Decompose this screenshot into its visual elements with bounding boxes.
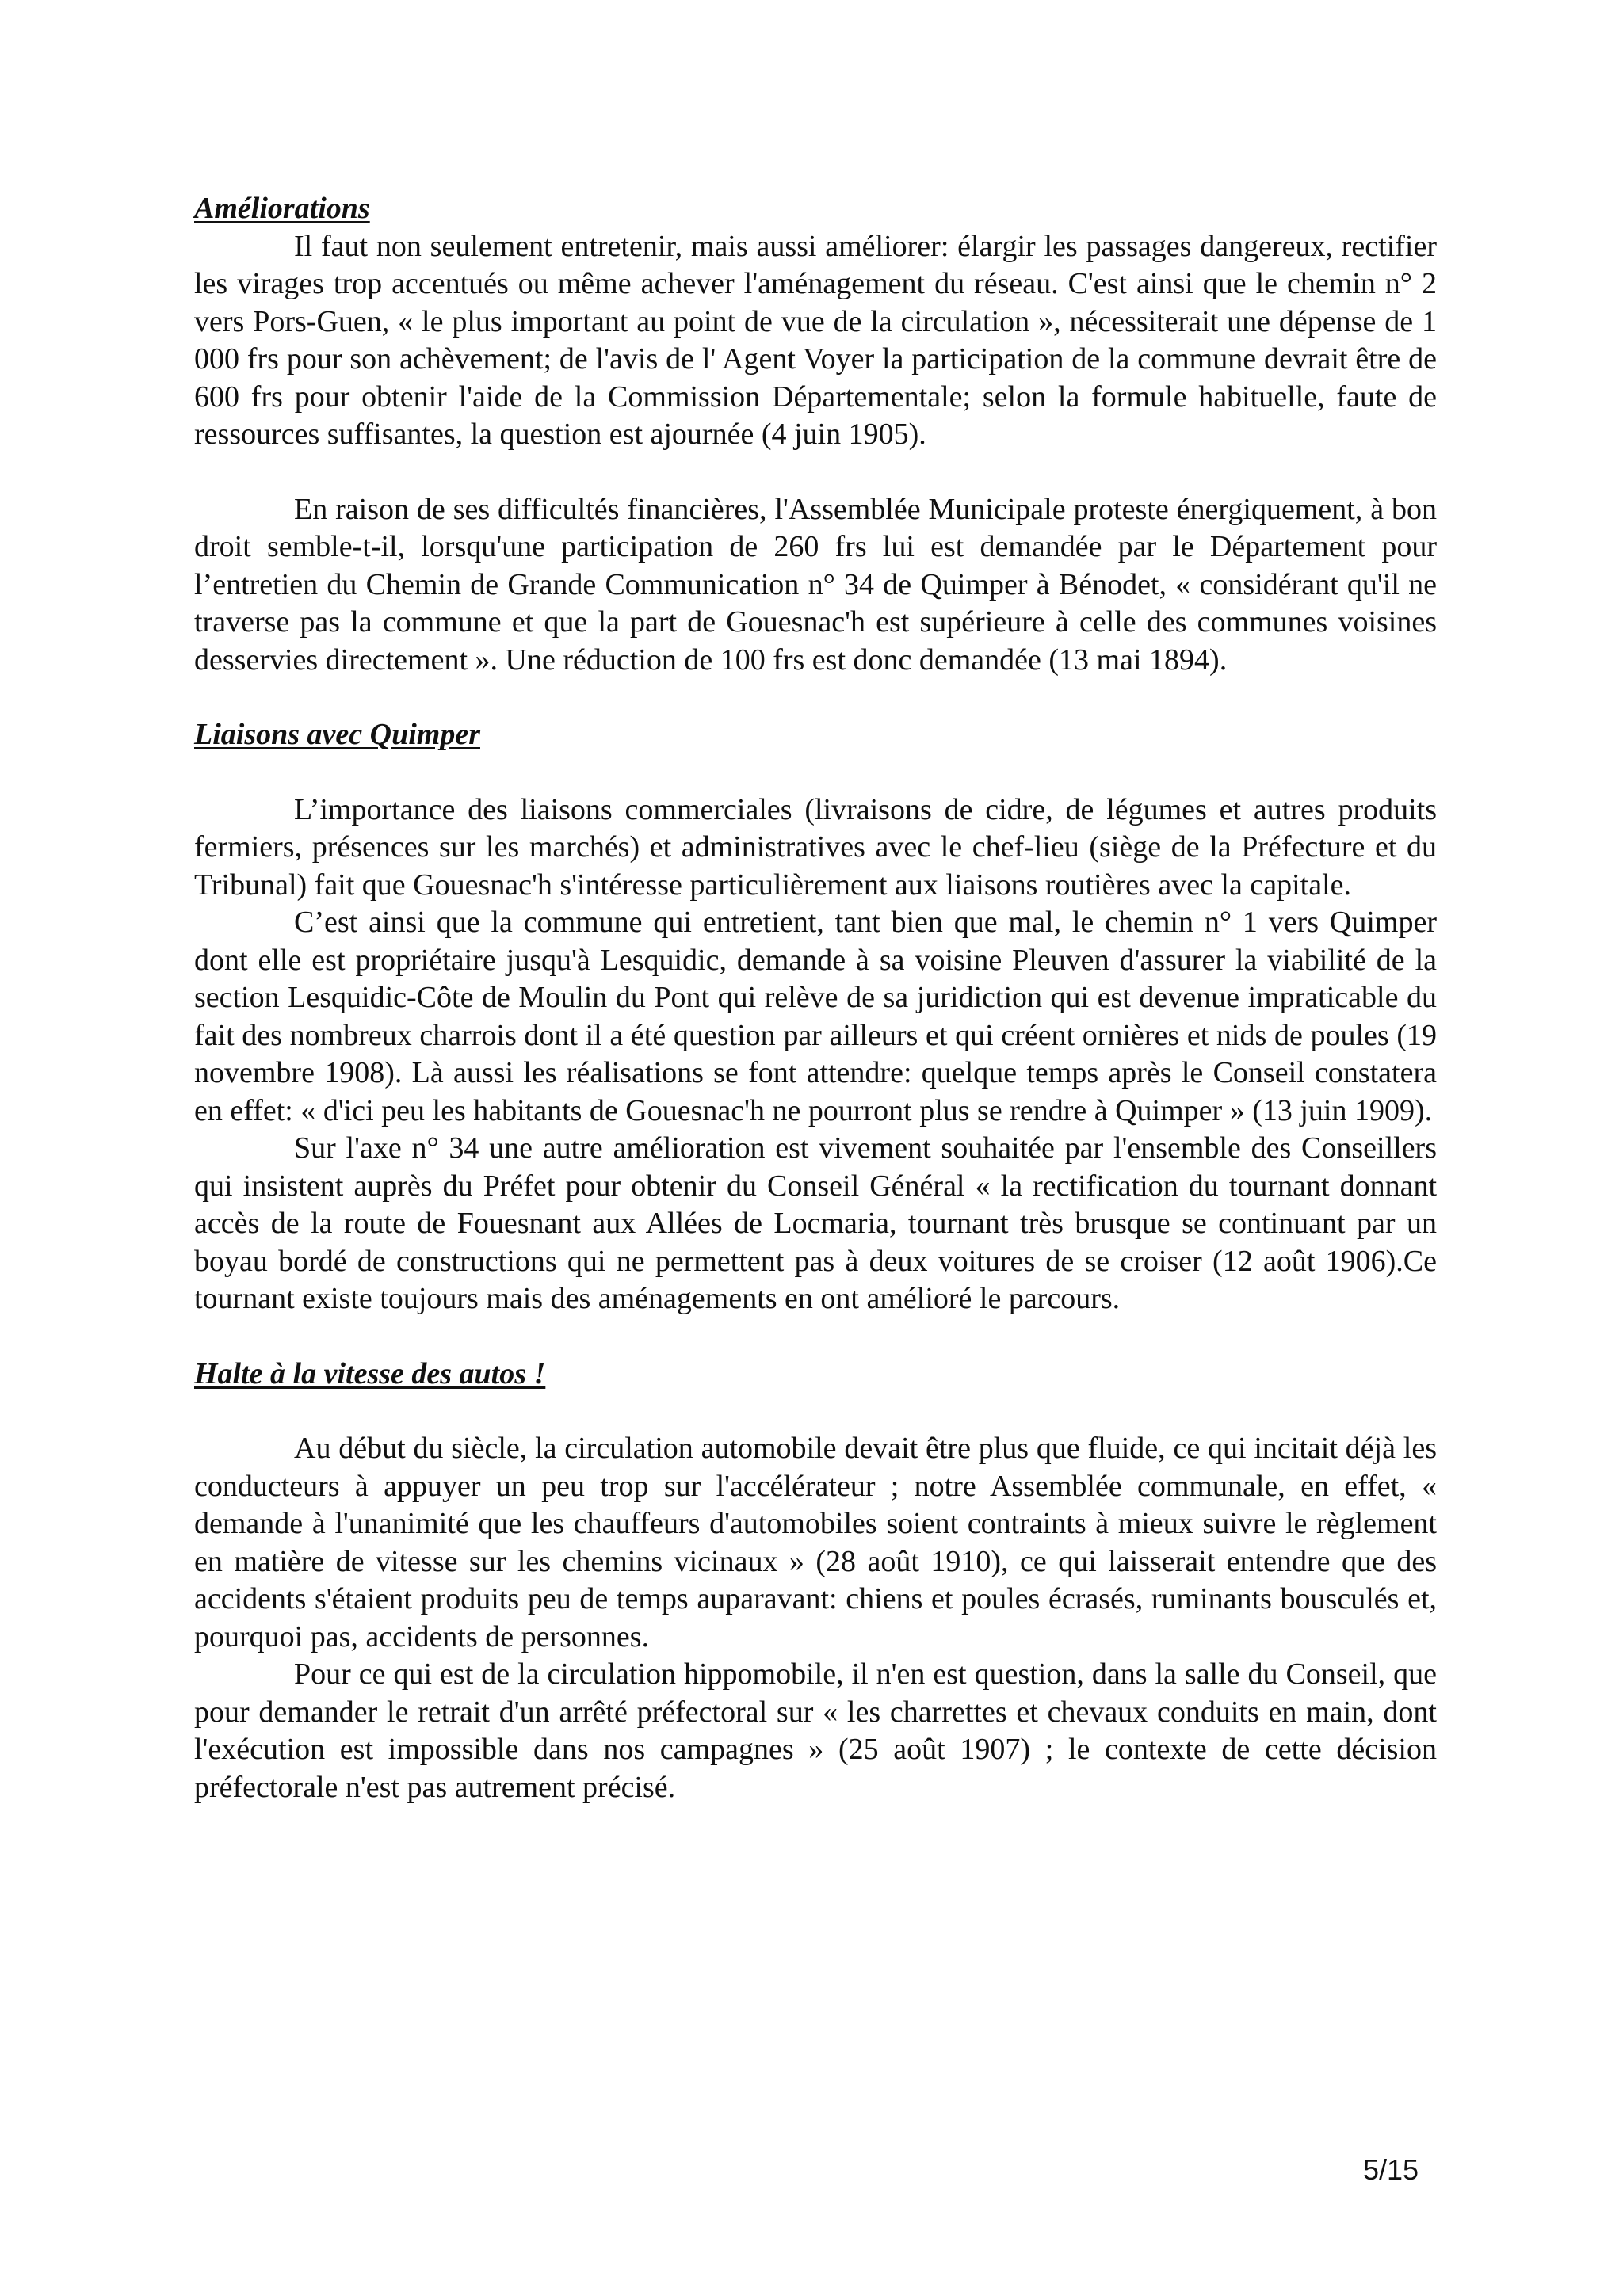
- section-heading-liaisons: Liaisons avec Quimper: [194, 718, 480, 751]
- paragraph: Il faut non seulement entretenir, mais aussi améliorer: élargir les passages dangereux, rectifier les virages trop accentués ou même achever l'aménagement du réseau. C'est ainsi que le chemin n° 2 vers Pors-Guen, « le plus important au point de vue de la circulation », nécessiterait une dépense de 1 000 frs pour son achèvement; de l'avis de l' Agent Voyer la participation de la commune devrait être de 600 frs pour obtenir l'aide de la Commission Départementale; selon la formule habituelle, faute de ressources suffisantes, la question est ajournée (4 juin 1905).: [194, 229, 1437, 451]
- paragraph: Pour ce qui est de la circulation hippomobile, il n'en est question, dans la salle du Conseil, que pour demander le retrait d'un arrêté préfectoral sur « les charrettes et chevaux conduits en main, dont l'exécution est impossible dans nos campagnes » (25 août 1907) ; le contexte de cette décision préfectorale n'est pas autrement précisé.: [194, 1657, 1437, 1804]
- document-body: [194, 190, 1437, 1806]
- paragraph: Sur l'axe n° 34 une autre amélioration est vivement souhaitée par l'ensemble des Conseillers qui insistent auprès du Préfet pour obtenir du Conseil Général « la rectification du tournant donnant accès de la route de Fouesnant aux Allées de Locmaria, tournant très brusque se continuant par un boyau bordé de constructions qui ne permettent pas à deux voitures de se croiser (12 août 1906).Ce tournant existe toujours mais des aménagements en ont amélioré le parcours.: [194, 1131, 1437, 1315]
- paragraph: L’importance des liaisons commerciales (livraisons de cidre, de légumes et autres produits fermiers, présences sur les marchés) et administratives avec le chef-lieu (siège de la Préfecture et du Tribunal) fait que Gouesnac'h s'intéresse particulièrement aux liaisons routières avec la capitale.: [194, 792, 1437, 902]
- paragraph: En raison de ses difficultés financières, l'Assemblée Municipale proteste énergiquement, à bon droit semble-t-il, lorsqu'une participation de 260 frs lui est demandée par le Département pour l’entretien du Chemin de Grande Communication n° 34 de Quimper à Bénodet, « considérant qu'il ne traverse pas la commune et que la part de Gouesnac'h est supérieure à celle des communes voisines desservies directement ». Une réduction de 100 frs est donc demandée (13 mai 1894).: [194, 492, 1437, 677]
- section-heading-ameliorations: Améliorations: [194, 192, 370, 225]
- page-number: 5/15: [1363, 2153, 1419, 2186]
- paragraph: C’est ainsi que la commune qui entretient, tant bien que mal, le chemin n° 1 vers Quimper dont elle est propriétaire jusqu'à Lesquidic, demande à sa voisine Pleuven d'assurer la viabilité de la section Lesquidic-Côte de Moulin du Pont qui relève de sa juridiction qui est devenue impraticable du fait des nombreux charrois dont il a été question par ailleurs et qui créent ornières et nids de poules (19 novembre 1908). Là aussi les réalisations se font attendre: quelque temps après le Conseil constatera en effet: « d'ici peu les habitants de Gouesnac'h ne pourront plus se rendre à Quimper » (13 juin 1909).: [194, 906, 1437, 1127]
- section-heading-halte: Halte à la vitesse des autos !: [194, 1356, 546, 1390]
- paragraph: Au début du siècle, la circulation automobile devait être plus que fluide, ce qui incitait déjà les conducteurs à appuyer un peu trop sur l'accélérateur ; notre Assemblée communale, en effet, « demande à l'unanimité que les chauffeurs d'automobiles soient contraints à mieux suivre le règlement en matière de vitesse sur les chemins vicinaux » (28 août 1910), ce qui laisserait entendre que des accidents s'étaient produits peu de temps auparavant: chiens et poules écrasés, ruminants bousculés et, pourquoi pas, accidents de personnes.: [194, 1432, 1437, 1653]
